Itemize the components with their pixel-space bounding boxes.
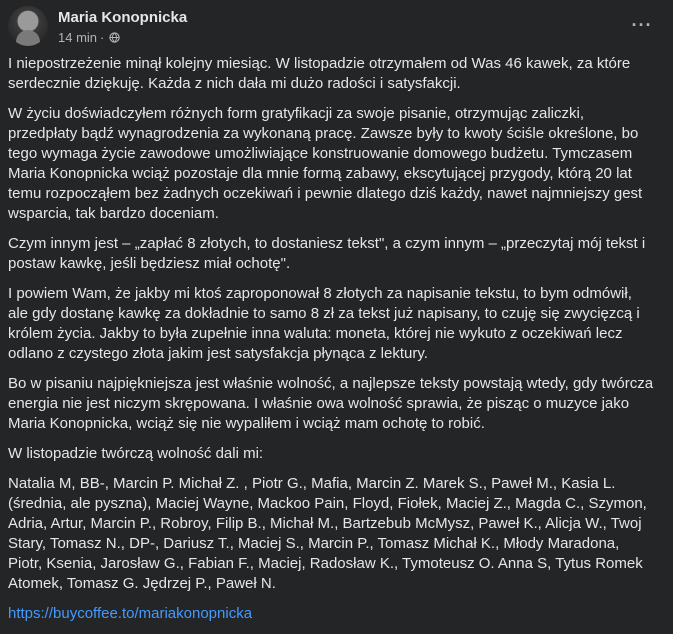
- post-paragraph-5: Bo w pisaniu najpiękniejsza jest właśnie wolność, a najlepsze teksty powstają wtedy, gdy twórcza energia nie jest niczym skrępowana. I właśnie owa wolność sprawia, że pisząc o muzyce jako Maria Konopnicka, wciąż się nie wypaliłem i wciąż mam ochotę to robić.: [8, 375, 654, 432]
- more-icon[interactable]: ···: [631, 14, 653, 35]
- globe-icon[interactable]: [109, 32, 120, 43]
- post-paragraph-2: W życiu doświadczyłem różnych form gratyfikacji za swoje pisanie, otrzymując zaliczki, przedpłaty bądź wynagrodzenia za wykonaną pracę. Zawsze były to kwoty ściśle określone, bo tego wymaga życie zawodowe umożliwiające konstruowanie domowego budżetu. Tymczasem Maria Konopnicka wciąż pozostaje dla mnie formą zabawy, ekscytującej przygody, którą 20 lat temu rozpocząłem bez żadnych oczekiwań i pewnie dlatego dziś każdy, nawet najmniejszy gest wsparcia, tak bardzo doceniam.: [8, 105, 643, 222]
- author-name[interactable]: Maria Konopnicka: [58, 9, 188, 26]
- meta-separator: ·: [100, 30, 105, 45]
- post-meta: [58, 30, 120, 45]
- post-paragraph-3: Czym innym jest – „zapłać 8 złotych, to dostaniesz tekst", a czym innym – „przeczytaj mój tekst i postaw kawkę, jeśli będziesz miał ochotę".: [8, 235, 646, 272]
- post-header: [8, 6, 665, 46]
- avatar[interactable]: [8, 6, 48, 46]
- post-paragraph-7: Natalia M, BB-, Marcin P. Michał Z. , Piotr G., Mafia, Marcin Z. Marek S., Paweł M., Kasia L.(średnia, ale pyszna), Maciej Wayne, Mackoo Pain, Floyd, Fiołek, Maciej Z., Magda C., Szymon, Adria, Artur, Marcin P., Robroy, Filip B., Michał M., Bartzebub McMysz, Paweł K., Alicja W., Twoj Stary, Tomasz N., DP-, Dariusz T., Maciej S., Marcin P., Tomasz Michał K., Młody Maradona, Piotr, Ksenia, Jarosław G., Fabian F., Maciej, Radosław K., Tymoteusz O. Anna S, Tytus Romek Atomek, Tomasz G. Jędrzej P., Paweł N.: [8, 475, 647, 592]
- post-paragraph-6: W listopadzie twórczą wolność dali mi:: [8, 445, 264, 462]
- post-time[interactable]: 14 min: [58, 30, 98, 45]
- post-paragraph-1: I niepostrzeżenie minął kolejny miesiąc. W listopadzie otrzymałem od Was 46 kawek, za które serdecznie dziękuję. Każda z nich dała mi dużo radości i satysfakcji.: [8, 55, 631, 92]
- post-link-paragraph: [8, 604, 656, 624]
- avatar-figure: [16, 30, 40, 46]
- buycoffee-link[interactable]: https://buycoffee.to/mariakonopnicka: [8, 605, 253, 622]
- post-content: [8, 54, 656, 634]
- post-paragraph-4: I powiem Wam, że jakby mi ktoś zaproponował 8 złotych za napisanie tekstu, to bym odmówił, ale gdy dostanę kawkę za dokładnie to samo 8 zł za tekst już napisany, to czuję się zwycięzcą i królem życia. Jakby to była zupełnie inna waluta: moneta, której nie wykuto z oczekiwań lecz odlano z czystego złota jakim jest satysfakcja płynąca z lektury.: [8, 285, 640, 362]
